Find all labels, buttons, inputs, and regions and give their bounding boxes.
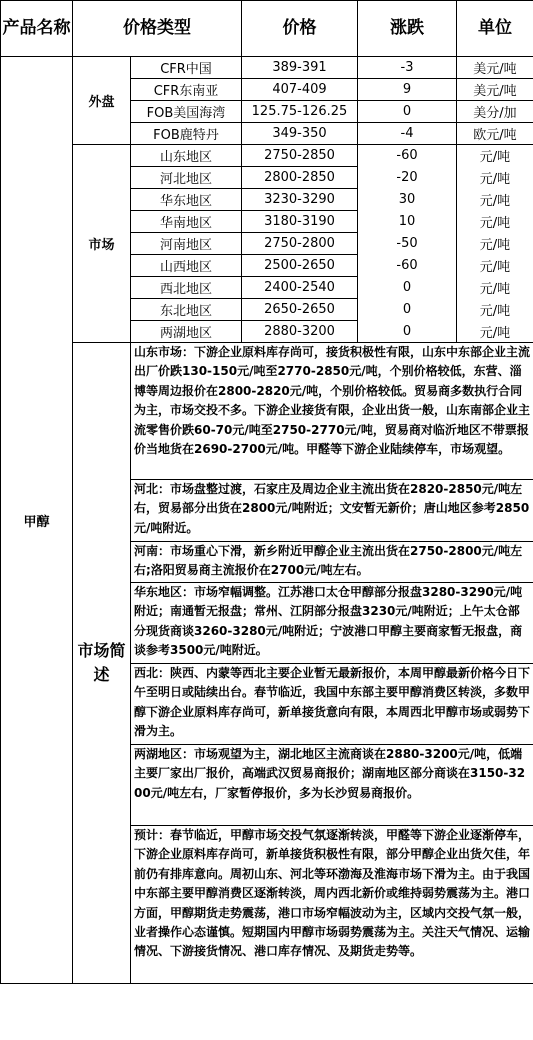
change-cell: -60 bbox=[358, 255, 457, 277]
summary-hebei: 河北：市场盘整过渡，石家庄及周边企业主流出货在2820-2850元/吨左右，贸易部分出货在2800元/吨附近；文安暂无新价；唐山地区参考2850元/吨附近。 bbox=[131, 480, 533, 542]
group-label-summary bbox=[73, 343, 131, 984]
price-cell: 349-350 bbox=[242, 123, 358, 145]
unit-cell: 欧元/吨 bbox=[457, 123, 533, 145]
price-type-cell: FOB鹿特丹 bbox=[131, 123, 242, 145]
header-row bbox=[1, 1, 533, 57]
price-cell: 2800-2850 bbox=[242, 167, 358, 189]
price-type-cell: 河北地区 bbox=[131, 167, 242, 189]
price-type-cell: CFR中国 bbox=[131, 57, 242, 79]
unit-cell: 元/吨 bbox=[457, 255, 533, 277]
price-cell: 2400-2540 bbox=[242, 277, 358, 299]
summary-label: 市场简述 bbox=[77, 641, 126, 684]
price-cell: 2650-2650 bbox=[242, 299, 358, 321]
summary-henan: 河南：市场重心下滑，新乡附近甲醇企业主流出货在2750-2800元/吨左右;洛阳贸易商主流报价在2700元/吨左右。 bbox=[131, 542, 533, 583]
table-row bbox=[1, 145, 533, 167]
price-cell: 2500-2650 bbox=[242, 255, 358, 277]
price-type-cell: FOB美国海湾 bbox=[131, 101, 242, 123]
price-type-cell: 华东地区 bbox=[131, 189, 242, 211]
unit-cell: 美元/吨 bbox=[457, 57, 533, 79]
change-cell: -60 bbox=[358, 145, 457, 167]
price-cell: 3230-3290 bbox=[242, 189, 358, 211]
price-cell: 2750-2800 bbox=[242, 233, 358, 255]
change-cell: 0 bbox=[358, 277, 457, 299]
unit-cell: 元/吨 bbox=[457, 299, 533, 321]
header-price: 价格 bbox=[242, 1, 358, 57]
price-type-cell: 河南地区 bbox=[131, 233, 242, 255]
price-type-cell: 华南地区 bbox=[131, 211, 242, 233]
price-cell: 3180-3190 bbox=[242, 211, 358, 233]
price-type-cell: 东北地区 bbox=[131, 299, 242, 321]
change-cell: 10 bbox=[358, 211, 457, 233]
change-cell: 30 bbox=[358, 189, 457, 211]
unit-cell: 元/吨 bbox=[457, 167, 533, 189]
header-change: 涨跌 bbox=[358, 1, 457, 57]
change-cell: 0 bbox=[358, 101, 457, 123]
price-cell: 407-409 bbox=[242, 79, 358, 101]
change-cell: -20 bbox=[358, 167, 457, 189]
price-cell: 2750-2850 bbox=[242, 145, 358, 167]
unit-cell: 美分/加 bbox=[457, 101, 533, 123]
price-type-cell: 山西地区 bbox=[131, 255, 242, 277]
group-label-market: 市场 bbox=[73, 145, 131, 343]
change-cell: -50 bbox=[358, 233, 457, 255]
summary-northwest: 西北：陕西、内蒙等西北主要企业暂无最新报价，本周甲醇最新价格今日下午至明日或陆续出台。春节临近，我国中东部主要甲醇消费区转淡，多数甲醇下游企业原料库存尚可，新单接货意向有限，本周西北甲醇市场或弱势下滑为主。 bbox=[131, 664, 533, 745]
price-type-cell: 两湖地区 bbox=[131, 321, 242, 343]
unit-cell: 元/吨 bbox=[457, 211, 533, 233]
group-label-overseas: 外盘 bbox=[73, 57, 131, 145]
change-cell: -3 bbox=[358, 57, 457, 79]
price-type-cell: 西北地区 bbox=[131, 277, 242, 299]
change-cell: 0 bbox=[358, 299, 457, 321]
unit-cell: 美元/吨 bbox=[457, 79, 533, 101]
header-unit: 单位 bbox=[457, 1, 533, 57]
change-cell: -4 bbox=[358, 123, 457, 145]
summary-east-china: 华东地区：市场窄幅调整。江苏港口太仓甲醇部分报盘3280-3290元/吨附近；南通暂无报盘；常州、江阴部分报盘3230元/吨附近；上午太仓部分现货商谈3260-3280元/吨附近；宁波港口甲醇主要商家暂无报盘，商谈参考3500元/吨附近。 bbox=[131, 583, 533, 664]
product-name-cell: 甲醇 bbox=[1, 57, 73, 984]
header-product: 产品名称 bbox=[1, 1, 73, 57]
price-cell: 389-391 bbox=[242, 57, 358, 79]
header-price-type: 价格类型 bbox=[73, 1, 242, 57]
summary-forecast: 预计：春节临近，甲醇市场交投气氛逐渐转淡，甲醛等下游企业逐渐停车，下游企业原料库存尚可，新单接货积极性有限，部分甲醇企业出货欠佳，年前仍有排库意向。周初山东、河北等环渤海及淮海市场下滑为主。由于我国中东部主要甲醇消费区逐渐转淡，周内西北新价或维持弱势震荡为主。港口方面，甲醇期货走势震荡，港口市场窄幅波动为主，区域内交投气氛一般，业者操作心态谨慎。短期国内甲醇市场弱势震荡为主。关注天气情况、运输情况、下游接货情况、港口库存情况、及期货走势等。 bbox=[131, 826, 533, 984]
price-cell: 125.75-126.25 bbox=[242, 101, 358, 123]
unit-cell: 元/吨 bbox=[457, 233, 533, 255]
summary-shandong: 山东市场：下游企业原料库存尚可，接货积极性有限，山东中东部企业主流出厂价跌130-150元/吨至2770-2850元/吨，个别价格较低，东营、淄博等周边报价在2800-2820元/吨，个别价格较低。贸易商多数执行合同为主，市场交投不多。下游企业接货有限，企业出货一般，山东南部企业主流零售价跌60-70元/吨至2750-2770元/吨，贸易商对临沂地区不带票报价当地货在2690-2700元/吨。甲醛等下游企业陆续停车，市场观望。 bbox=[131, 343, 533, 480]
change-cell: 9 bbox=[358, 79, 457, 101]
unit-cell: 元/吨 bbox=[457, 321, 533, 343]
unit-cell: 元/吨 bbox=[457, 277, 533, 299]
summary-hubei-hunan: 两湖地区：市场观望为主，湖北地区主流商谈在2880-3200元/吨，低端主要厂家出厂报价，高端武汉贸易商报价；湖南地区部分商谈在3150-3200元/吨左右，厂家暂停报价，多为长沙贸易商报价。 bbox=[131, 745, 533, 826]
price-type-cell: CFR东南亚 bbox=[131, 79, 242, 101]
unit-cell: 元/吨 bbox=[457, 145, 533, 167]
table-row bbox=[1, 57, 533, 79]
price-cell: 2880-3200 bbox=[242, 321, 358, 343]
unit-cell: 元/吨 bbox=[457, 189, 533, 211]
summary-row bbox=[1, 343, 533, 480]
change-cell: 0 bbox=[358, 321, 457, 343]
price-type-cell: 山东地区 bbox=[131, 145, 242, 167]
